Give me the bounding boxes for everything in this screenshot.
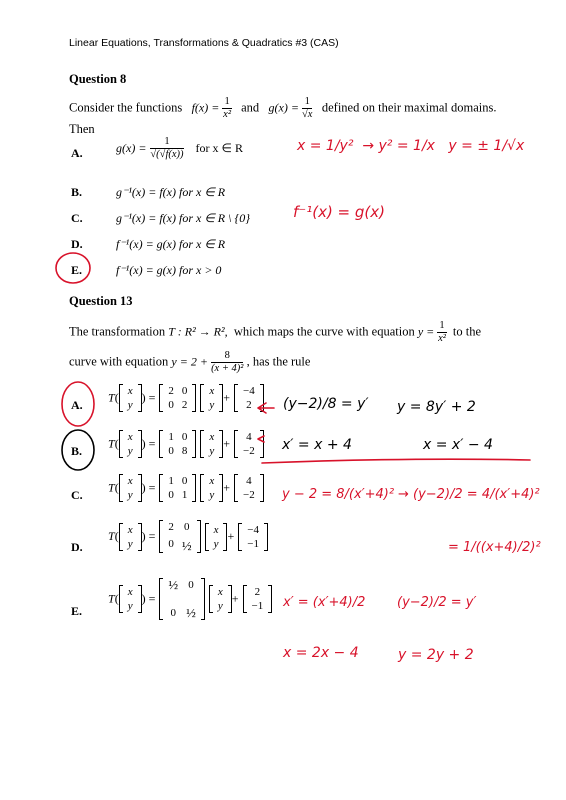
ink-q13-i: (y−2)/2 = y′ [397, 595, 477, 610]
q13-option-a-label[interactable]: A. [71, 398, 83, 412]
q13-option-d-rule: T( x y ) = 2 0 0 ½ x y + −4 −1 [108, 520, 268, 553]
question-8-title: Question 8 [69, 72, 127, 86]
ink-q13-d: x = x′ − 4 [423, 437, 493, 453]
q8-option-e-label[interactable]: E. [71, 263, 83, 277]
page-header: Linear Equations, Transformations & Quadratics #3 (CAS) [69, 37, 339, 49]
q13-option-e-rule: T( x y ) = ½ 0 0 ½ x y + 2 −1 [108, 578, 272, 620]
q8-option-e-expr: f⁻¹(x) = g(x) for x > 0 [116, 263, 222, 277]
ink-q13-c: x′ = x + 4 [282, 437, 352, 453]
q13-option-c-label[interactable]: C. [71, 488, 83, 502]
then-text: Then [69, 122, 95, 136]
q8-option-d-label[interactable]: D. [71, 237, 83, 251]
f-fraction: $\frac{1}{\text{x²}}$ [223, 96, 231, 120]
f-definition: f(x) = [191, 100, 220, 115]
q13-underline [262, 459, 530, 463]
question-8-intro [69, 96, 496, 121]
ink-q13-a: (y−2)/8 = y′ [283, 396, 369, 412]
q8-option-b-expr: g⁻¹(x) = f(x) for x ∈ R [116, 185, 226, 199]
q13-option-a-rule: T( x y ) = 2 0 0 2 x y + −4 2 [108, 384, 264, 412]
q13-option-e-label[interactable]: E. [71, 604, 83, 618]
g-fraction: $\frac{1}{√x}$ [302, 96, 313, 120]
intro-text: Consider the functions [69, 100, 183, 115]
q8-option-c-label[interactable]: C. [71, 211, 83, 225]
question-13-line2: curve with equation y = 2 + $\frac{8}{\text{(x + 4)²}}$ , has the rule [69, 350, 311, 374]
intro-text-end: defined on their maximal domains. [321, 100, 497, 115]
and-text: and [241, 100, 260, 115]
q13-option-d-label[interactable]: D. [71, 540, 83, 554]
g-definition: g(x) = [268, 100, 299, 115]
q8-option-c-expr: g⁻¹(x) = f(x) for x ∈ R \ {0} [116, 211, 251, 225]
q13-option-b-rule: T( x y ) = 1 0 0 8 x y + 4 −2 [108, 430, 264, 458]
ink-q13-f: → (y−2)/2 = 4/(x′+4)² [398, 487, 540, 502]
ink-q13-e: y − 2 = 8/(x′+4)² [282, 487, 395, 502]
q8-option-a-expr: g(x) = $\frac{1}{√(√f(x))}$ for x ∈ R [116, 136, 243, 160]
ink-q13-j: x = 2x − 4 [283, 645, 359, 661]
question-13-line1: The transformation T : R² → R², which maps the curve with equation y = $\frac{1}{\text{x²}}$ to the [69, 320, 482, 344]
q13-option-c-rule: T( x y ) = 1 0 0 1 x y + 4 −2 [108, 474, 264, 502]
ink-q8-answer: f⁻¹(x) = g(x) [293, 203, 385, 221]
q8-option-d-expr: f⁻¹(x) = g(x) for x ∈ R [116, 237, 226, 251]
ink-q13-g: = 1/((x+4)/2)² [448, 540, 541, 555]
q8-option-a-label[interactable]: A. [71, 146, 83, 160]
ink-q13-b: y = 8y′ + 2 [397, 399, 476, 415]
q8-option-b-label[interactable]: B. [71, 185, 83, 199]
ink-q13-h: x′ = (x′+4)/2 [283, 595, 366, 610]
ink-q13-k: y = 2y + 2 [398, 647, 474, 663]
question-13-title: Question 13 [69, 294, 133, 308]
ink-q8-line1: x = 1/y² → y² = 1/x y = ± 1/√x [297, 138, 525, 154]
q13-option-b-label[interactable]: B. [71, 444, 83, 458]
